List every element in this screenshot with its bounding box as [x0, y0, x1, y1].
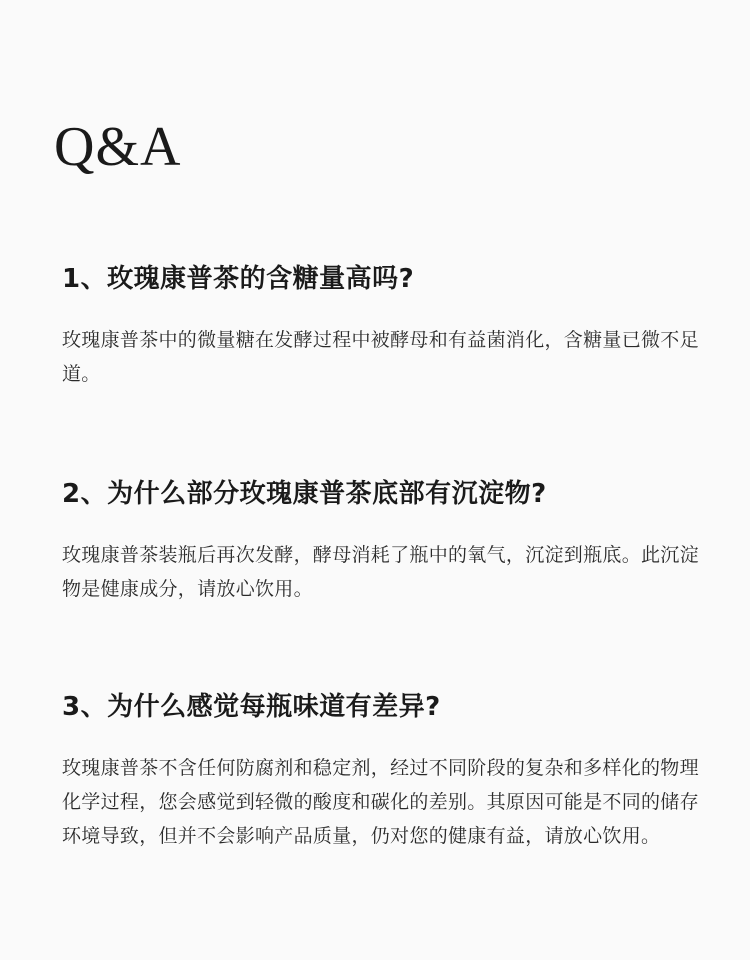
page-title: Q&A — [54, 116, 182, 178]
answer-text: 玫瑰康普茶不含任何防腐剂和稳定剂，经过不同阶段的复杂和多样化的物理化学过程，您会感觉到轻微的酸度和碳化的差别。其原因可能是不同的储存环境导致，但并不会影响产品质量，仍对您的健康有益，请放心饮用。 — [62, 757, 699, 847]
qa-item — [62, 262, 702, 391]
answer-text: 玫瑰康普茶中的微量糖在发酵过程中被酵母和有益菌消化，含糖量已微不足道。 — [62, 329, 699, 385]
qa-item — [62, 690, 702, 853]
question-heading: 3、为什么感觉每瓶味道有差异? — [62, 692, 441, 722]
answer-text: 玫瑰康普茶装瓶后再次发酵，酵母消耗了瓶中的氧气，沉淀到瓶底。此沉淀物是健康成分，请放心饮用。 — [62, 544, 699, 600]
question-heading: 2、为什么部分玫瑰康普茶底部有沉淀物? — [62, 479, 547, 509]
question-heading: 1、玫瑰康普茶的含糖量高吗? — [62, 264, 415, 294]
qa-item — [62, 477, 702, 606]
